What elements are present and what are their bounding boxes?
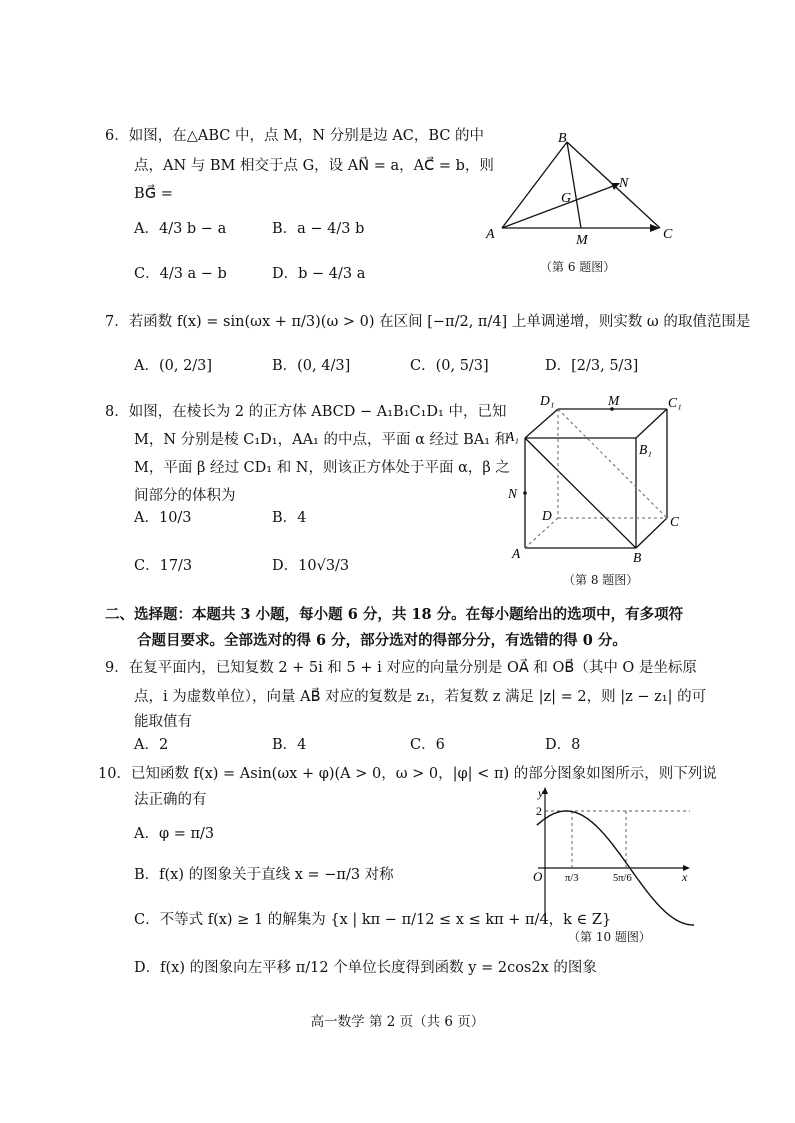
q8-caption: （第 8 题图） bbox=[563, 573, 639, 587]
label-c: C bbox=[663, 227, 673, 242]
q7-option-c: C．(0, 5/3] bbox=[410, 358, 489, 374]
q6-option-b: B．a − 4/3 b bbox=[272, 221, 365, 237]
q10-line-2: 法正确的有 bbox=[134, 792, 207, 808]
label-m: M bbox=[576, 233, 588, 248]
label-a: A bbox=[512, 546, 521, 561]
q7-option-b: B．(0, 4/3] bbox=[272, 358, 351, 374]
q9-line-2: 点，i 为虚数单位），向量 AB⃗ 对应的复数是 z₁，若复数 z 满足 |z| = 2，则 |z − z₁| 的可 bbox=[134, 689, 707, 705]
q6-option-c: C．4/3 a − b bbox=[134, 266, 227, 282]
q9-line-3: 能取值有 bbox=[134, 714, 192, 730]
label-pi-over-3: π/3 bbox=[565, 873, 579, 884]
label-d: D bbox=[542, 508, 552, 523]
label-c: C bbox=[670, 514, 680, 529]
q7-option-a: A．(0, 2/3] bbox=[134, 358, 213, 374]
q8-line-1: 8．如图，在棱长为 2 的正方体 ABCD − A₁B₁C₁D₁ 中，已知 bbox=[105, 404, 507, 420]
q8-option-d: D．10√3/3 bbox=[272, 558, 350, 574]
label-c1: C₁ bbox=[668, 395, 682, 410]
q9-option-b: B．4 bbox=[272, 737, 307, 753]
q10-option-b: B．f(x) 的图象关于直线 x = −π/3 对称 bbox=[134, 867, 394, 883]
q6-line-3: BG⃗ = bbox=[134, 186, 173, 202]
q10-line-1: 10．已知函数 f(x) = Asin(ωx + φ)(A > 0，ω > 0，|φ| < π) 的部分图象如图所示，则下列说 bbox=[98, 766, 717, 782]
label-b: B bbox=[633, 550, 642, 565]
q9-option-c: C．6 bbox=[410, 737, 445, 753]
q6-option-d: D．b − 4/3 a bbox=[272, 266, 366, 282]
q7-option-d: D．[2/3, 5/3] bbox=[545, 358, 639, 374]
q7-line: 7．若函数 f(x) = sin(ωx + π/3)(ω > 0) 在区间 [−π/2, π/4] 上单调递增，则实数 ω 的取值范围是 bbox=[105, 314, 751, 330]
segment-d1c bbox=[558, 409, 667, 518]
q10-option-a: A．φ = π/3 bbox=[134, 826, 215, 842]
label-d1: D₁ bbox=[540, 393, 555, 408]
q10-option-c: C．不等式 f(x) ≥ 1 的解集为 {x | kπ − π/12 ≤ x ≤ kπ + π/4，k ∈ Z} bbox=[134, 912, 612, 928]
q9-option-a: A．2 bbox=[134, 737, 169, 753]
label-n: N bbox=[508, 486, 518, 501]
section-2-line-1: 二、选择题：本题共 3 小题，每小题 6 分，共 18 分。在每小题给出的选项中，有多项符 bbox=[105, 606, 684, 623]
q9-option-d: D．8 bbox=[545, 737, 581, 753]
label-a1: A₁ bbox=[506, 429, 519, 444]
q10-sine-graph bbox=[528, 785, 694, 927]
q8-option-b: B．4 bbox=[272, 510, 307, 526]
q8-option-c: C．17/3 bbox=[134, 558, 193, 574]
label-y: y bbox=[538, 786, 544, 800]
label-5pi-over-6: 5π/6 bbox=[613, 873, 632, 884]
label-a: A bbox=[486, 227, 495, 242]
segment-a1b bbox=[525, 438, 636, 548]
label-o: O bbox=[533, 869, 543, 884]
segment-bm bbox=[567, 142, 581, 228]
q6-option-a: A．4/3 b − a bbox=[134, 221, 227, 237]
label-b1: B₁ bbox=[639, 442, 652, 457]
label-g: G bbox=[561, 191, 572, 206]
q8-line-2: M，N 分别是棱 C₁D₁，AA₁ 的中点，平面 α 经过 BA₁ 和 bbox=[134, 432, 510, 448]
q6-line-1: 6．如图，在△ABC 中，点 M，N 分别是边 AC，BC 的中 bbox=[105, 128, 485, 144]
q10-caption: （第 10 题图） bbox=[568, 930, 651, 944]
page-footer: 高一数学 第 2 页（共 6 页） bbox=[310, 1014, 485, 1030]
label-b: B bbox=[558, 131, 567, 146]
label-2: 2 bbox=[536, 804, 542, 818]
q8-option-a: A．10/3 bbox=[134, 510, 192, 526]
label-x: x bbox=[682, 870, 688, 884]
q8-cube-figure bbox=[500, 392, 700, 570]
section-2-line-2: 合题目要求。全部选对的得 6 分，部分选对的得部分分，有选错的得 0 分。 bbox=[137, 632, 627, 649]
q10-option-d: D．f(x) 的图象向左平移 π/12 个单位长度得到函数 y = 2cos2x 的图象 bbox=[134, 960, 597, 976]
label-m: M bbox=[608, 393, 620, 408]
q6-caption: （第 6 题图） bbox=[540, 260, 616, 274]
q8-line-3: M，平面 β 经过 CD₁ 和 N，则该正方体处于平面 α，β 之 bbox=[134, 460, 510, 476]
q6-line-2: 点，AN 与 BM 相交于点 G，设 AN⃗ = a，AC⃗ = b，则 bbox=[134, 158, 494, 174]
label-n: N bbox=[619, 176, 629, 191]
point-n bbox=[523, 491, 527, 495]
q9-line-1: 9．在复平面内，已知复数 2 + 5i 和 5 + i 对应的向量分别是 OA⃗ 和 OB⃗（其中 O 是坐标原 bbox=[105, 660, 697, 676]
q8-line-4: 间部分的体积为 bbox=[134, 488, 236, 504]
arrow-ac bbox=[650, 224, 660, 232]
q6-triangle-figure bbox=[480, 128, 680, 248]
segment-an bbox=[502, 185, 616, 228]
